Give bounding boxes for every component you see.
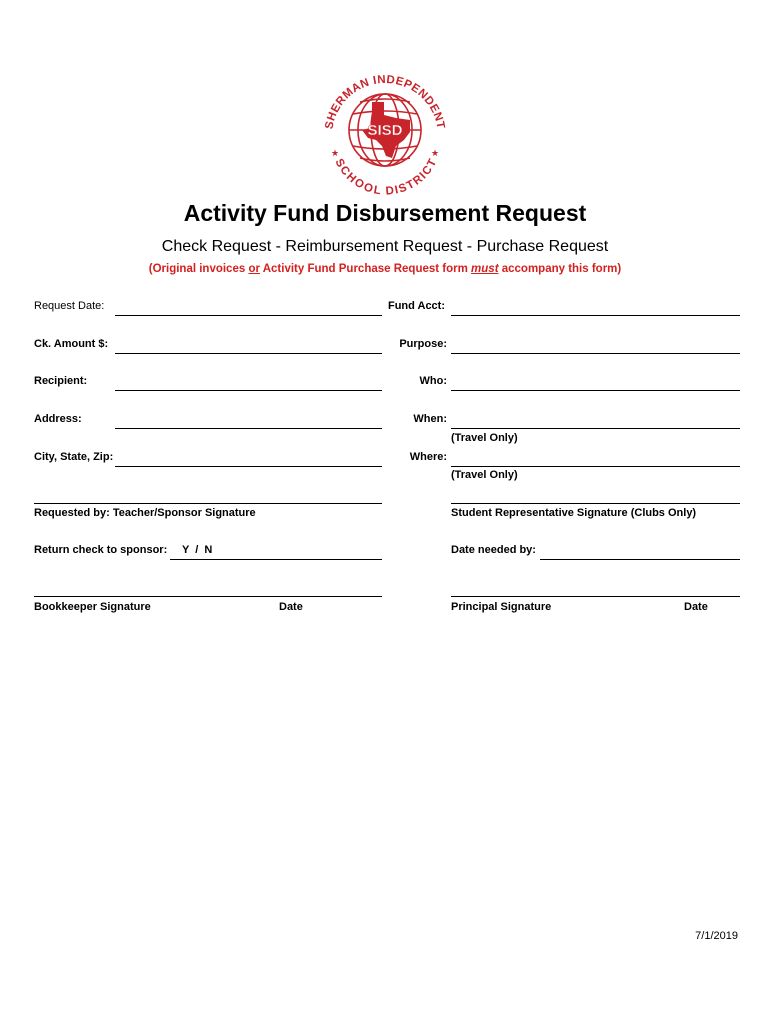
- logo-top-arc-text: SHERMAN INDEPENDENT: [323, 73, 447, 131]
- address-label: Address:: [34, 413, 82, 425]
- fund-acct-line[interactable]: [451, 315, 740, 316]
- return-check-line[interactable]: [170, 559, 382, 560]
- when-label: When:: [413, 413, 447, 425]
- principal-signature-line[interactable]: [451, 596, 740, 597]
- recipient-line[interactable]: [115, 390, 382, 391]
- request-date-label: Request Date:: [34, 300, 105, 312]
- star-icon-left: ★: [331, 148, 340, 158]
- sisd-logo: [320, 68, 450, 198]
- instruction-note: (Original invoices or Activity Fund Purchase Request form must accompany this form): [148, 263, 622, 275]
- recipient-label: Recipient:: [34, 375, 88, 387]
- ck-amount-label: Ck. Amount $:: [34, 338, 109, 350]
- page-subtitle: Check Request - Reimbursement Request - Purchase Request: [161, 238, 609, 255]
- student-signature-label: Student Representative Signature (Clubs Only): [451, 507, 697, 519]
- who-label: Who:: [419, 375, 447, 387]
- purpose-label: Purpose:: [399, 338, 447, 350]
- return-check-label: Return check to sponsor:: [34, 544, 168, 556]
- teacher-signature-line[interactable]: [34, 503, 382, 504]
- when-line[interactable]: [451, 428, 740, 429]
- page-title: Activity Fund Disbursement Request: [183, 200, 587, 226]
- date-needed-line[interactable]: [540, 559, 740, 560]
- where-label: Where:: [409, 451, 447, 463]
- logo-bottom-arc-text: SCHOOL DISTRICT: [332, 156, 440, 198]
- fund-acct-label: Fund Acct:: [387, 300, 445, 312]
- who-line[interactable]: [451, 390, 740, 391]
- revision-date: 7/1/2019: [695, 930, 738, 942]
- teacher-signature-label: Requested by: Teacher/Sponsor Signature: [34, 507, 256, 519]
- bookkeeper-date-label: Date: [279, 601, 303, 613]
- star-icon-right: ★: [431, 148, 440, 158]
- principal-signature-label: Principal Signature: [451, 601, 552, 613]
- ck-amount-line[interactable]: [115, 353, 382, 354]
- bookkeeper-signature-line[interactable]: [34, 596, 382, 597]
- bookkeeper-signature-label: Bookkeeper Signature: [34, 601, 151, 613]
- logo-center-text: SISD: [367, 122, 403, 139]
- request-date-line[interactable]: [115, 315, 382, 316]
- where-travel-note: (Travel Only): [451, 469, 518, 481]
- return-check-options[interactable]: Y / N: [182, 544, 213, 556]
- city-state-zip-label: City, State, Zip:: [34, 451, 114, 463]
- principal-date-label: Date: [684, 601, 708, 613]
- where-line[interactable]: [451, 466, 740, 467]
- student-signature-line[interactable]: [451, 503, 740, 504]
- city-state-zip-line[interactable]: [115, 466, 382, 467]
- purpose-line[interactable]: [451, 353, 740, 354]
- address-line[interactable]: [115, 428, 382, 429]
- when-travel-note: (Travel Only): [451, 432, 518, 444]
- date-needed-label: Date needed by:: [451, 544, 536, 556]
